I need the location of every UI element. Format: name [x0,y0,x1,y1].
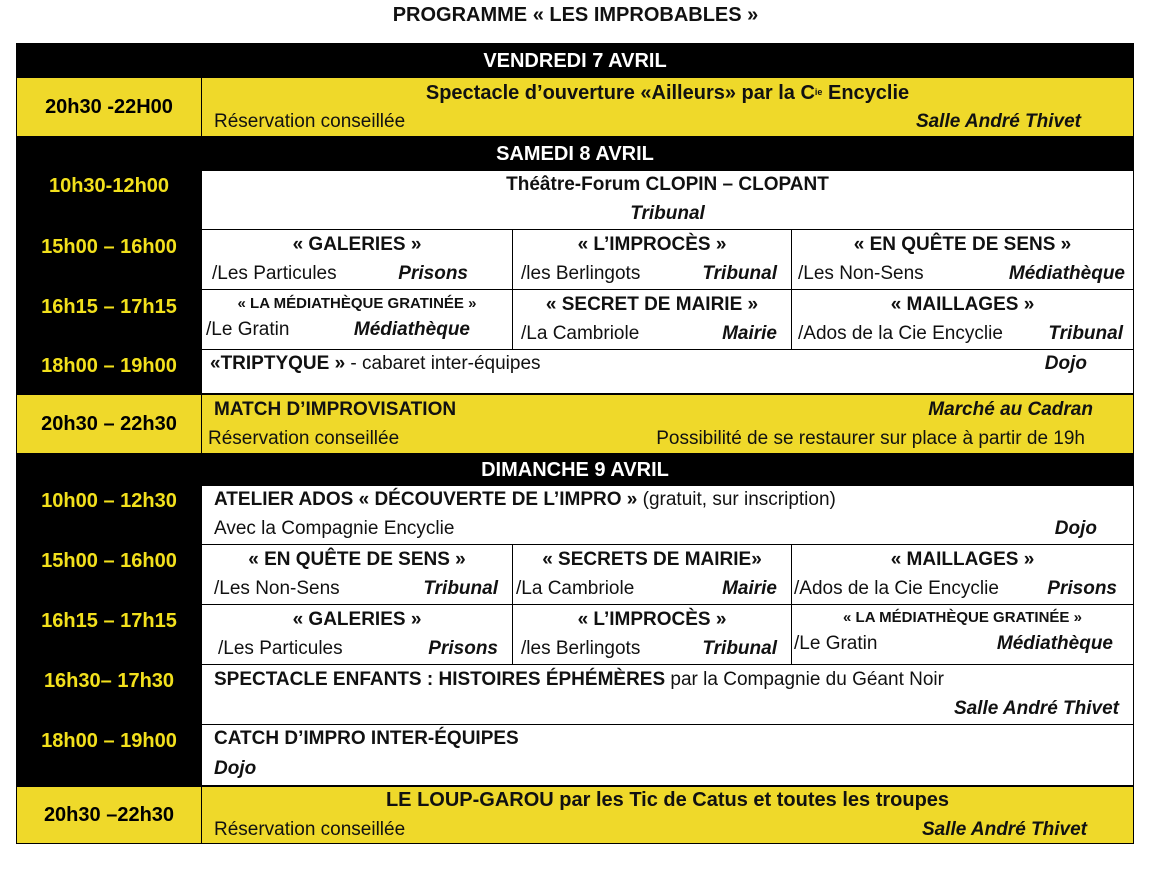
day-header-saturday: SAMEDI 8 AVRIL [16,137,1134,170]
event-title: ATELIER ADOS « DÉCOUVERTE DE L’IMPRO » (gratuit, sur inscription) [214,489,836,510]
team: /Le Gratin [206,319,290,340]
event-cell [791,289,1134,350]
time-slot: 20h30 -22H00 [16,77,202,137]
venue: Dojo [1054,518,1097,539]
venue: Marché au Cadran [928,399,1093,420]
venue: Médiathèque [1008,263,1125,284]
event-title: « LA MÉDIATHÈQUE GRATINÉE » [237,295,477,312]
venue: Mairie [722,578,777,599]
event-title: Théâtre-Forum CLOPIN – CLOPANT [506,174,829,195]
venue: Tribunal [1048,323,1123,344]
event-title: « EN QUÊTE DE SENS » [853,234,1072,255]
event-cell [201,229,513,290]
team: /Les Non-Sens [798,263,924,284]
venue: Tribunal [423,578,498,599]
venue: Mairie [722,323,777,344]
event-title: MATCH D’IMPROVISATION [214,399,457,420]
venue: Dojo [214,758,257,779]
event-cell [512,604,792,665]
team: /Ados de la Cie Encyclie [794,578,999,599]
event-title: « GALERIES » [292,234,422,255]
venue: Prisons [1047,578,1117,599]
time-slot: 16h30– 17h30 [16,665,202,698]
venue: Salle André Thivet [915,111,1081,132]
event-cell [201,786,1134,844]
event-cell [201,664,1134,725]
event-title: « MAILLAGES » [890,294,1035,315]
event-title: « LA MÉDIATHÈQUE GRATINÉE » [843,609,1082,626]
venue: Tribunal [702,638,777,659]
team: /Les Particules [212,263,337,284]
event-title: « SECRET DE MAIRIE » [545,294,759,315]
event-title: « L’IMPROCÈS » [577,234,727,255]
venue: Dojo [1044,353,1087,374]
venue: Tribunal [630,203,705,224]
event-cell [201,77,1134,137]
reservation-note: Réservation conseillée [214,111,406,132]
venue: Médiathèque [996,633,1113,654]
event-title: Spectacle d’ouverture «Ailleurs» par la $C^{ie}$ Encyclie [425,82,910,104]
event-title: « GALERIES » [292,609,422,630]
team: /La Cambriole [516,578,635,599]
team: /Les Non-Sens [214,578,340,599]
event-cell [201,170,1134,230]
team: /Ados de la Cie Encyclie [798,323,1003,344]
team: /Les Particules [218,638,343,659]
venue: Tribunal [702,263,777,284]
time-slot: 16h15 – 17h15 [16,290,202,324]
page-title: PROGRAMME « LES IMPROBABLES » [392,4,759,26]
time-slot: 15h00 – 16h00 [16,230,202,264]
venue: Salle André Thivet [921,819,1087,840]
time-slot: 20h30 – 22h30 [16,394,202,454]
event-title: «TRIPTYQUE » - cabaret inter-équipes [210,353,541,374]
day-header-friday: VENDREDI 7 AVRIL [16,43,1134,77]
venue: Médiathèque [353,319,470,340]
event-title: « SECRETS DE MAIRIE» [542,549,762,570]
event-cell [201,485,1134,545]
event-subtitle: Avec la Compagnie Encyclie [214,518,455,539]
reservation-note: Réservation conseillée [208,428,400,449]
event-cell [201,394,1134,454]
event-cell [791,544,1134,605]
day-header-sunday: DIMANCHE 9 AVRIL [16,454,1134,485]
event-title: CATCH D’IMPRO INTER-ÉQUIPES [214,728,519,749]
event-title: SPECTACLE ENFANTS : HISTOIRES ÉPHÉMÈRES par la Compagnie du Géant Noir [214,669,944,690]
event-cell [201,604,513,665]
event-title: LE LOUP-GAROU par les Tic de Catus et toutes les troupes [385,789,950,811]
team: /Le Gratin [794,633,878,654]
event-cell [512,229,792,290]
venue: Salle André Thivet [953,698,1119,719]
event-cell [201,289,513,350]
event-title: « L’IMPROCÈS » [577,609,727,630]
time-slot: 16h15 – 17h15 [16,605,202,638]
event-cell [512,544,792,605]
team: /les Berlingots [521,638,641,659]
event-cell [201,544,513,605]
time-slot: 18h00 – 19h00 [16,725,202,758]
time-slot: 18h00 – 19h00 [16,350,202,382]
venue: Prisons [428,638,498,659]
event-cell [201,724,1134,786]
event-title: « MAILLAGES » [890,549,1035,570]
event-cell [512,289,792,350]
event-cell [791,229,1134,290]
team: /La Cambriole [521,323,640,344]
event-cell [201,349,1134,394]
event-title: « EN QUÊTE DE SENS » [248,549,466,570]
time-slot: 10h00 – 12h30 [16,485,202,518]
time-slot: 15h00 – 16h00 [16,545,202,578]
time-slot: 20h30 –22h30 [16,786,202,844]
time-slot: 10h30-12h00 [16,170,202,202]
event-cell [791,604,1134,665]
team: /les Berlingots [521,263,641,284]
reservation-note: Réservation conseillée [214,819,406,840]
venue: Prisons [398,263,468,284]
food-note: Possibilité de se restaurer sur place à partir de 19h [656,428,1085,449]
